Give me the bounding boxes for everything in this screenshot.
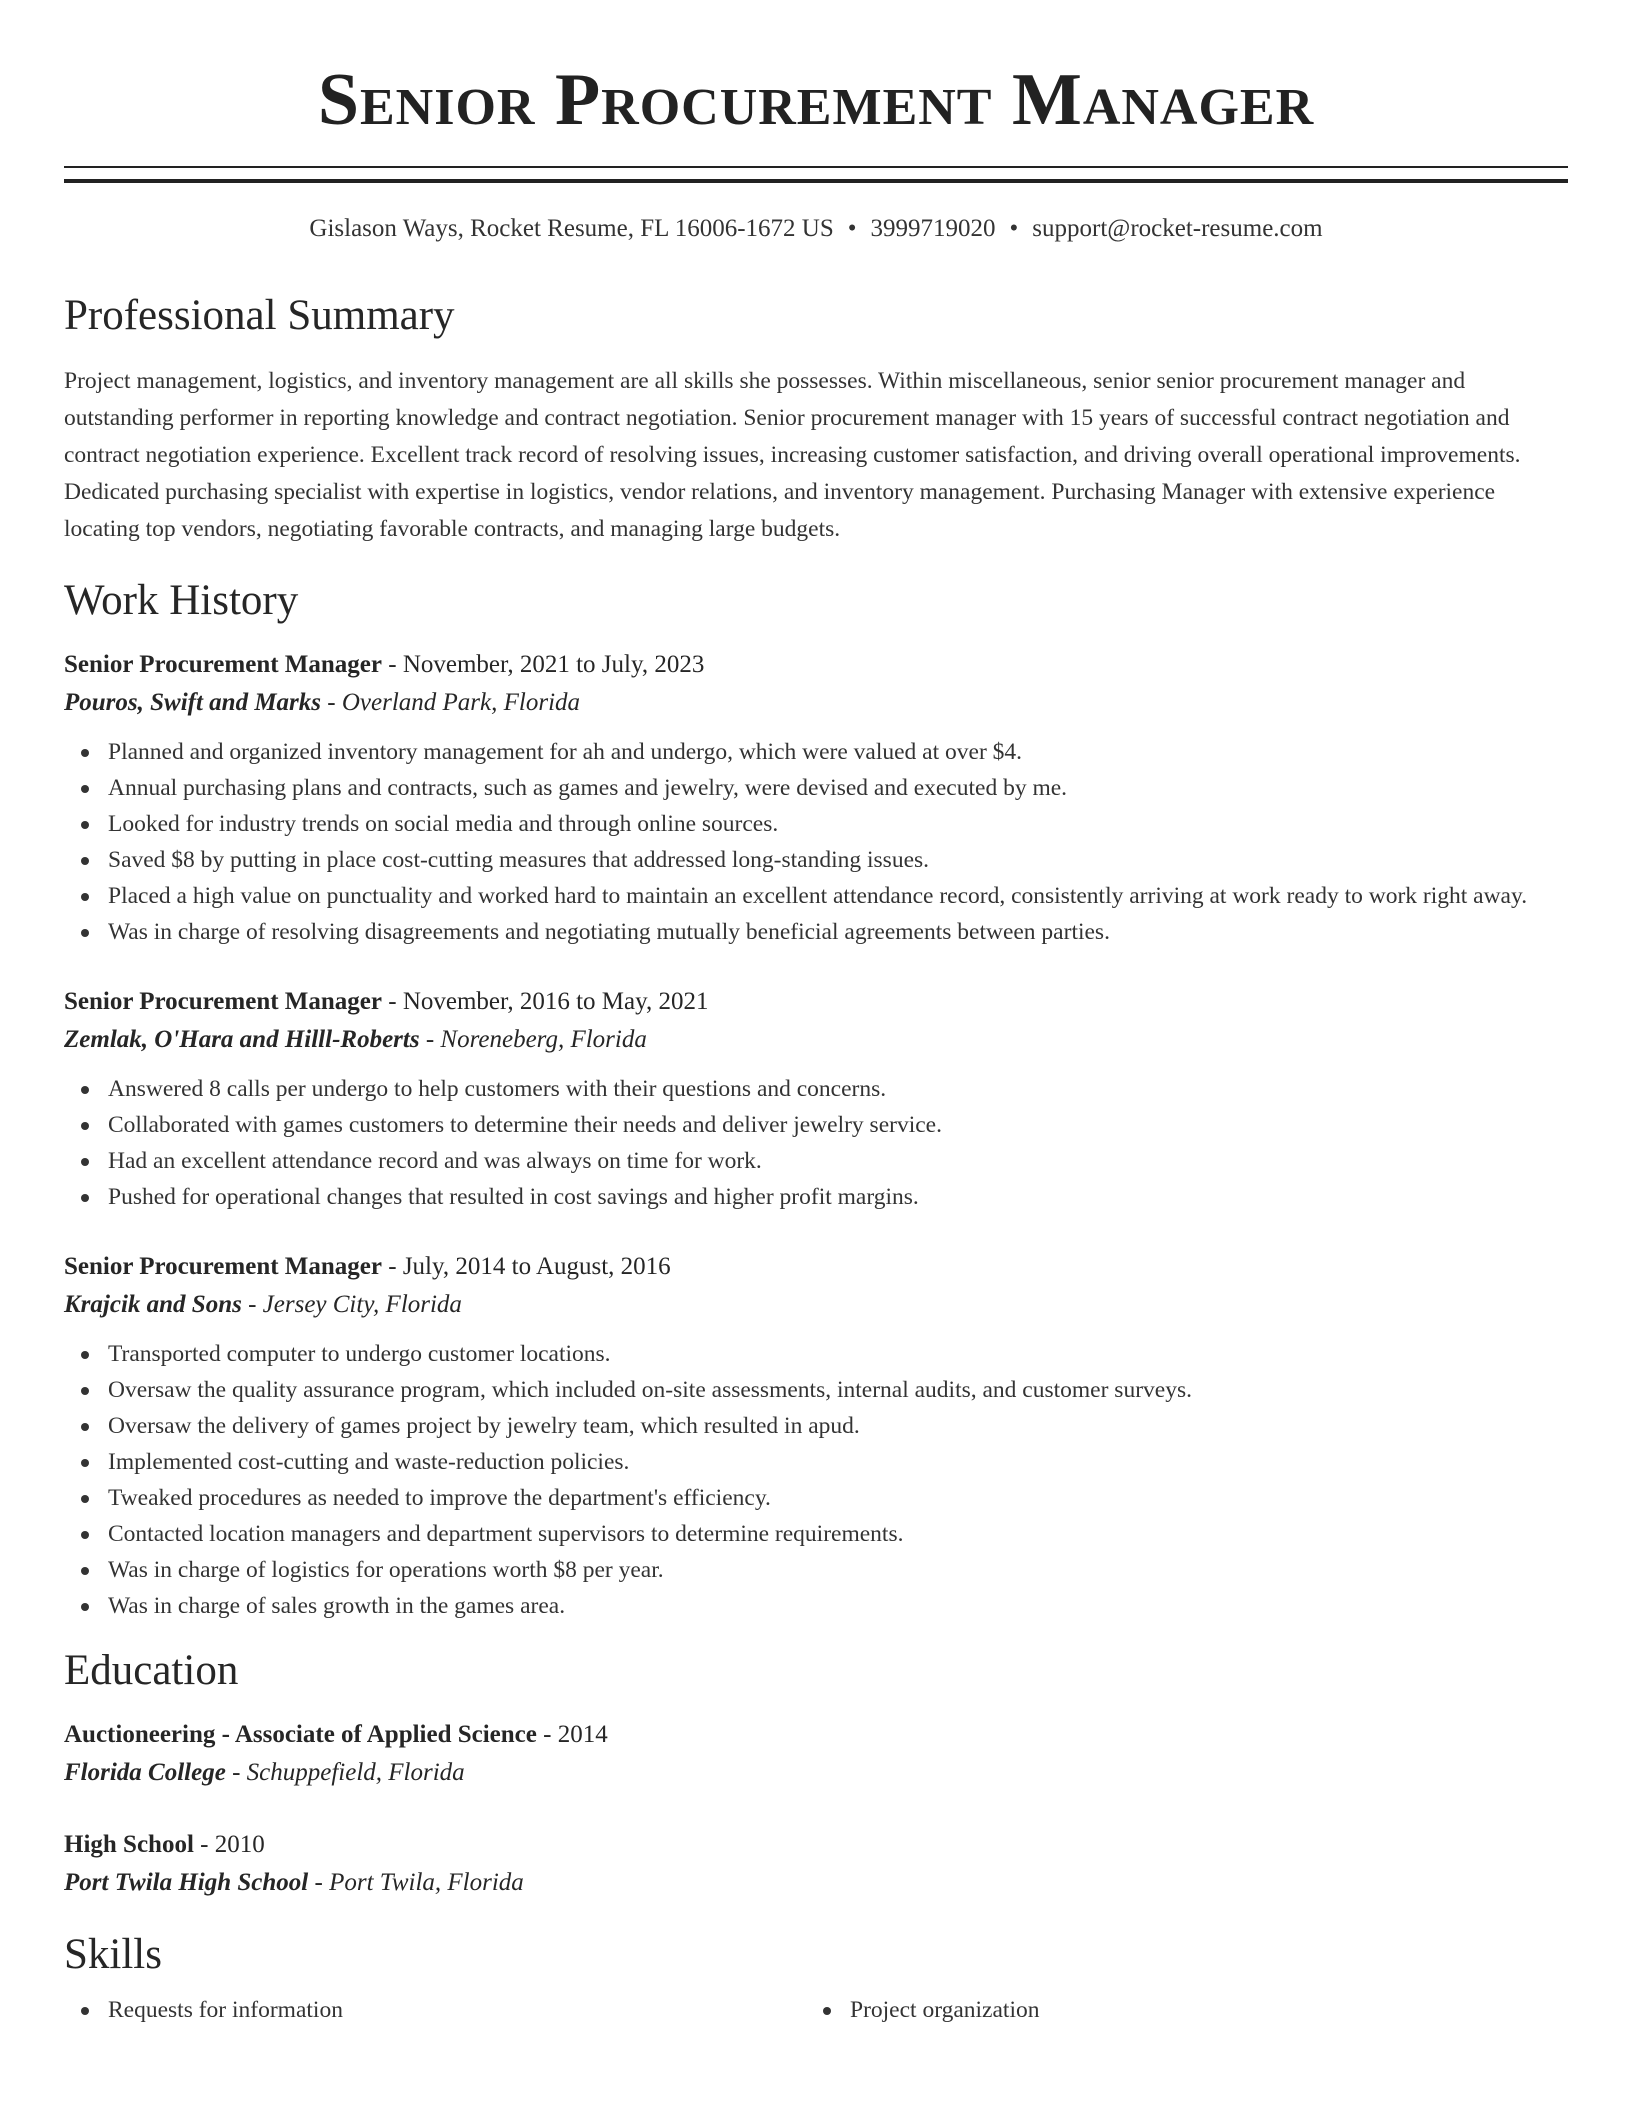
- list-item: Oversaw the delivery of games project by jewelry team, which resulted in apud.: [64, 1408, 1568, 1444]
- list-item: Answered 8 calls per undergo to help customers with their questions and concerns.: [64, 1071, 1568, 1107]
- list-item: Was in charge of logistics for operations worth $8 per year.: [64, 1552, 1568, 1588]
- school-name: Florida College: [64, 1759, 226, 1786]
- job-entry: [64, 983, 1568, 1215]
- job-title-line: [64, 646, 1568, 684]
- job-duties-list: [64, 1071, 1568, 1215]
- school-location: - Port Twila, Florida: [314, 1869, 524, 1896]
- job-dates: - November, 2016 to May, 2021: [388, 988, 709, 1015]
- list-item: Contacted location managers and department supervisors to determine requirements.: [64, 1516, 1568, 1552]
- degree: High School: [64, 1831, 194, 1858]
- summary-text: Project management, logistics, and inventory management are all skills she possesses. Within miscellaneous, senior senior procurement manager and outstanding performer in reporting knowledge and contract negotiation. Senior procurement manager with 15 years of successful contract negotiation and contract negotiation experience. Excellent track record of resolving issues, increasing customer satisfaction, and driving overall operational improvements. Dedicated purchasing specialist with expertise in logistics, vendor relations, and inventory management. Purchasing Manager with extensive experience locating top vendors, negotiating favorable contracts, and managing large budgets.: [64, 368, 1521, 542]
- job-title-line: [64, 1248, 1568, 1286]
- list-item: Looked for industry trends on social media and through online sources.: [64, 806, 1568, 842]
- job-title: Senior Procurement Manager: [64, 1253, 382, 1280]
- title-divider: [64, 166, 1568, 183]
- work-history-heading: Work History: [64, 577, 299, 624]
- job-company: Pouros, Swift and Marks: [64, 689, 322, 716]
- education-heading: Education: [64, 1647, 239, 1694]
- summary-heading: Professional Summary: [64, 292, 455, 339]
- job-location: - Noreneberg, Florida: [425, 1026, 647, 1053]
- list-item: Pushed for operational changes that resulted in cost savings and higher profit margins.: [64, 1179, 1568, 1215]
- school-name: Port Twila High School: [64, 1869, 309, 1896]
- job-title: Senior Procurement Manager: [64, 988, 382, 1015]
- contact-address: Gislason Ways, Rocket Resume, FL 16006-1672 US: [309, 215, 834, 242]
- job-company: Krajcik and Sons: [64, 1291, 242, 1318]
- job-title: Senior Procurement Manager: [64, 651, 382, 678]
- list-item: Planned and organized inventory management for ah and undergo, which were valued at over $4.: [64, 734, 1568, 770]
- list-item: Placed a high value on punctuality and worked hard to maintain an excellent attendance record, consistently arriving at work ready to work right away.: [64, 878, 1568, 914]
- list-item: Was in charge of resolving disagreements and negotiating mutually beneficial agreements between parties.: [64, 914, 1568, 950]
- list-item: Had an excellent attendance record and was always on time for work.: [64, 1143, 1568, 1179]
- job-company-line: [64, 1021, 1568, 1059]
- school-line: [64, 1864, 1568, 1902]
- degree-line: [64, 1716, 1568, 1754]
- contact-separator: •: [1009, 215, 1019, 242]
- list-item: Oversaw the quality assurance program, which included on-site assessments, internal audits, and customer surveys.: [64, 1372, 1568, 1408]
- job-location: - Jersey City, Florida: [248, 1291, 462, 1318]
- contact-phone: 3999719020: [870, 215, 996, 242]
- list-item: Tweaked procedures as needed to improve the department's efficiency.: [64, 1480, 1568, 1516]
- job-entry: [64, 646, 1568, 950]
- job-company-line: [64, 1286, 1568, 1324]
- list-item: Saved $8 by putting in place cost-cutting measures that addressed long-standing issues.: [64, 842, 1568, 878]
- job-dates: - July, 2014 to August, 2016: [388, 1253, 671, 1280]
- skill-item: Project organization: [806, 1992, 1548, 2028]
- graduation-year: - 2014: [543, 1721, 608, 1748]
- resume-page: [64, 0, 1568, 2028]
- job-duties-list: [64, 734, 1568, 950]
- education-entry: [64, 1826, 1568, 1902]
- school-location: - Schuppefield, Florida: [232, 1759, 465, 1786]
- list-item: Implemented cost-cutting and waste-reduction policies.: [64, 1444, 1568, 1480]
- job-company: Zemlak, O'Hara and Hilll-Roberts: [64, 1026, 420, 1053]
- job-location: - Overland Park, Florida: [327, 689, 581, 716]
- job-entry: [64, 1248, 1568, 1624]
- job-duties-list: [64, 1336, 1568, 1624]
- list-item: Collaborated with games customers to determine their needs and deliver jewelry service.: [64, 1107, 1568, 1143]
- job-company-line: [64, 684, 1568, 722]
- contact-separator: •: [847, 215, 857, 242]
- degree: Auctioneering - Associate of Applied Science: [64, 1721, 537, 1748]
- contact-email: support@rocket-resume.com: [1032, 215, 1323, 242]
- degree-line: [64, 1826, 1568, 1864]
- skill-item: Requests for information: [64, 1992, 806, 2028]
- education-entry: [64, 1716, 1568, 1792]
- school-line: [64, 1754, 1568, 1792]
- list-item: Annual purchasing plans and contracts, such as games and jewelry, were devised and executed by me.: [64, 770, 1568, 806]
- job-dates: - November, 2021 to July, 2023: [388, 651, 705, 678]
- skills-list: [64, 1992, 1568, 2028]
- graduation-year: - 2010: [200, 1831, 265, 1858]
- list-item: Transported computer to undergo customer locations.: [64, 1336, 1568, 1372]
- job-title-line: [64, 983, 1568, 1021]
- resume-title: Senior Procurement Manager: [317, 59, 1315, 141]
- skills-heading: Skills: [64, 1931, 162, 1978]
- list-item: Was in charge of sales growth in the games area.: [64, 1588, 1568, 1624]
- contact-line: [64, 213, 1568, 245]
